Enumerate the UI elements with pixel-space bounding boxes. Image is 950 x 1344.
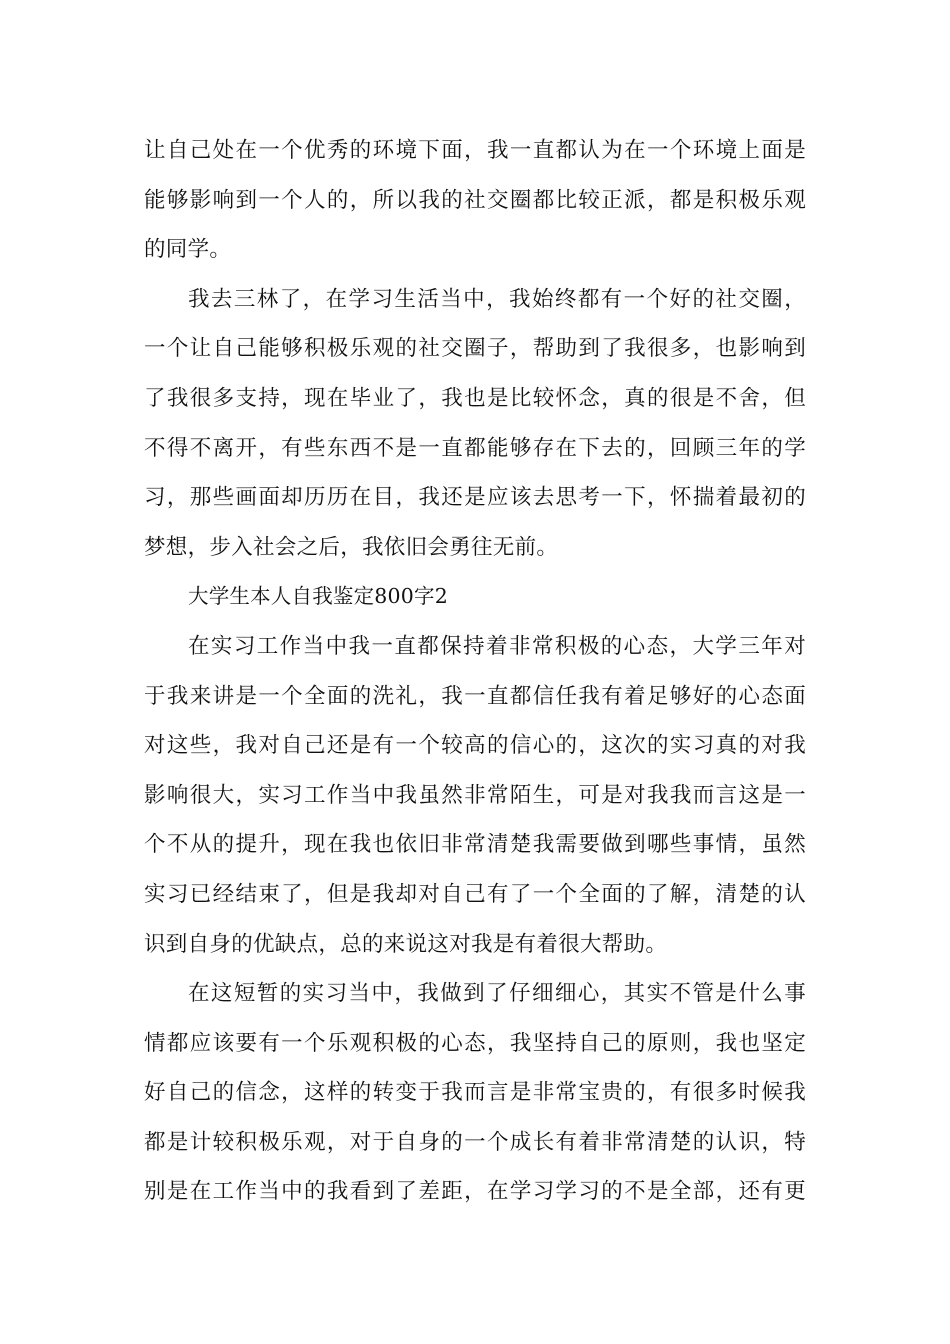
paragraph-2: [144, 275, 806, 573]
document-body: [144, 126, 806, 1217]
text-line: 别是在工作当中的我看到了差距，在学习学习的不是全部，还有更: [144, 1179, 806, 1205]
section-heading: 大学生本人自我鉴定800字2: [188, 584, 448, 609]
text-line: 梦想，步入社会之后，我依旧会勇往无前。: [144, 534, 559, 560]
paragraph-3: [144, 622, 806, 969]
text-line: 在这短暂的实习当中，我做到了仔细细心，其实不管是什么事: [188, 981, 806, 1007]
text-line: 于我来讲是一个全面的洗礼，我一直都信任我有着足够好的心态面: [144, 683, 806, 709]
text-line: 不得不离开，有些东西不是一直都能够存在下去的，回顾三年的学: [144, 435, 806, 461]
text-line: 识到自身的优缺点，总的来说这对我是有着很大帮助。: [144, 931, 668, 957]
text-line: 让自己处在一个优秀的环境下面，我一直都认为在一个环境上面是: [144, 138, 806, 163]
paragraph-1: [144, 126, 806, 275]
text-line: 影响很大，实习工作当中我虽然非常陌生，可是对我我而言这是一: [144, 782, 806, 808]
text-line: 好自己的信念，这样的转变于我而言是非常宝贵的，有很多时候我: [144, 1080, 806, 1106]
text-line: 的同学。: [144, 237, 232, 263]
text-line: 了我很多支持，现在毕业了，我也是比较怀念，真的很是不舍，但: [144, 385, 806, 411]
text-line: 个不从的提升，现在我也依旧非常清楚我需要做到哪些事情，虽然: [144, 832, 806, 858]
text-line: 在实习工作当中我一直都保持着非常积极的心态，大学三年对: [188, 633, 806, 659]
text-line: 实习已经结束了，但是我却对自己有了一个全面的了解，清楚的认: [144, 881, 806, 907]
text-line: 情都应该要有一个乐观积极的心态，我坚持自己的原则，我也坚定: [144, 1030, 806, 1056]
text-line: 对这些，我对自己还是有一个较高的信心的，这次的实习真的对我: [144, 733, 806, 759]
text-line: 都是计较积极乐观，对于自身的一个成长有着非常清楚的认识，特: [144, 1129, 806, 1155]
text-line: 习，那些画面却历历在目，我还是应该去思考一下，怀揣着最初的: [144, 485, 806, 511]
text-line: 能够影响到一个人的，所以我的社交圈都比较正派，都是积极乐观: [144, 187, 806, 213]
paragraph-4: [144, 969, 806, 1217]
text-line: 我去三林了，在学习生活当中，我始终都有一个好的社交圈，: [188, 286, 806, 312]
text-line: 一个让自己能够积极乐观的社交圈子，帮助到了我很多，也影响到: [144, 336, 806, 362]
